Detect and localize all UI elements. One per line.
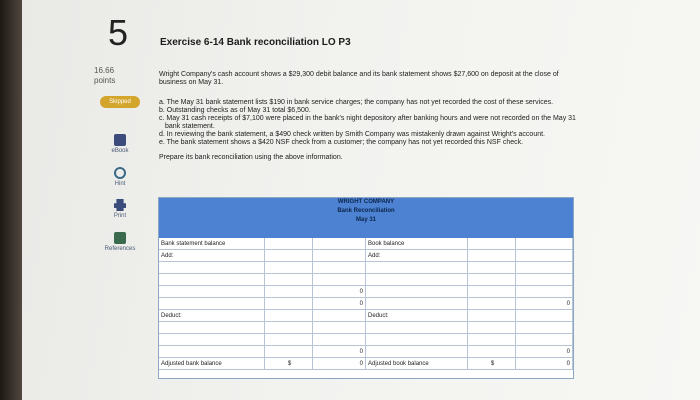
bank-add-row-2-total[interactable] bbox=[313, 274, 366, 286]
bank-add-row-2[interactable] bbox=[159, 274, 265, 286]
book-deduct-row-1-amount[interactable] bbox=[468, 322, 516, 334]
book-add-row-2-total[interactable] bbox=[516, 274, 573, 286]
adjusted-book-dollar: $ bbox=[468, 358, 516, 370]
book-deduct-row-2-amount[interactable] bbox=[468, 334, 516, 346]
bank-deduct-row-2-amount[interactable] bbox=[265, 334, 313, 346]
book-deduct-row-3[interactable] bbox=[366, 346, 468, 358]
tool-ebook[interactable] bbox=[96, 134, 144, 154]
bank-add-label: Add: bbox=[159, 250, 265, 262]
book-balance-label: Book balance bbox=[366, 238, 468, 250]
bank-add-zero-2: 0 bbox=[313, 298, 366, 310]
bank-balance-amount[interactable] bbox=[265, 238, 313, 250]
item-d: d. In reviewing the bank statement, a $490 check written by Smith Company was mistakenly drawn against Wright's account. bbox=[159, 131, 546, 138]
status-badge: Skipped bbox=[100, 96, 140, 108]
tool-print-label: Print bbox=[113, 213, 127, 219]
intro-line-2: business on May 31. bbox=[159, 79, 224, 86]
book-deduct-row-2-total[interactable] bbox=[516, 334, 573, 346]
question-number: 5 bbox=[108, 12, 129, 53]
bank-add-zero-1: 0 bbox=[313, 286, 366, 298]
bank-add-row-1-total[interactable] bbox=[313, 262, 366, 274]
bank-add-subtotal[interactable] bbox=[159, 298, 265, 310]
bank-reconciliation-table bbox=[158, 197, 574, 379]
tool-hint-label: Hint bbox=[114, 181, 126, 187]
bank-balance-label: Bank statement balance bbox=[159, 238, 265, 250]
bank-deduct-row-1[interactable] bbox=[159, 322, 265, 334]
book-add-row-1[interactable] bbox=[366, 262, 468, 274]
tool-hint[interactable] bbox=[96, 167, 144, 187]
bank-add-row-2-amount[interactable] bbox=[265, 274, 313, 286]
book-add-subtotal[interactable] bbox=[366, 298, 468, 310]
tool-references-label: References bbox=[104, 246, 136, 252]
hint-icon bbox=[114, 167, 126, 179]
bank-deduct-row-1-total[interactable] bbox=[313, 322, 366, 334]
prompt-text: Prepare its bank reconciliation using the above information. bbox=[159, 154, 343, 161]
item-c: c. May 31 cash receipts of $7,100 were placed in the bank's night depository after banking hours and were not recorded on the May 31 bbox=[159, 115, 576, 122]
tool-ebook-label: eBook bbox=[111, 148, 129, 154]
book-add-row-2[interactable] bbox=[366, 274, 468, 286]
bank-deduct-row-2-total[interactable] bbox=[313, 334, 366, 346]
tool-references[interactable] bbox=[96, 232, 144, 252]
item-e: e. The bank statement shows a $420 NSF check from a customer; the company has not yet recorded this NSF check. bbox=[159, 139, 524, 146]
bank-add-total[interactable] bbox=[313, 250, 366, 262]
bank-deduct-row-3[interactable] bbox=[159, 346, 265, 358]
table-header bbox=[159, 198, 573, 238]
book-add-row-3-amount[interactable] bbox=[468, 286, 516, 298]
bank-deduct-zero: 0 bbox=[313, 346, 366, 358]
book-add-cell[interactable] bbox=[468, 250, 516, 262]
bank-deduct-total[interactable] bbox=[313, 310, 366, 322]
book-add-zero: 0 bbox=[516, 298, 573, 310]
book-deduct-amount[interactable] bbox=[468, 310, 516, 322]
print-icon bbox=[114, 199, 126, 211]
adjusted-book-zero: 0 bbox=[516, 358, 573, 370]
book-deduct-row-3-amount[interactable] bbox=[468, 346, 516, 358]
book-add-row-3-total[interactable] bbox=[516, 286, 573, 298]
bank-deduct-row-2[interactable] bbox=[159, 334, 265, 346]
adjusted-book-label: Adjusted book balance bbox=[366, 358, 468, 370]
ebook-icon bbox=[114, 134, 126, 146]
book-deduct-row-1-total[interactable] bbox=[516, 322, 573, 334]
book-balance-total[interactable] bbox=[516, 238, 573, 250]
screen bbox=[22, 0, 700, 400]
book-deduct-label: Deduct: bbox=[366, 310, 468, 322]
book-deduct-row-2[interactable] bbox=[366, 334, 468, 346]
tool-print[interactable] bbox=[96, 199, 144, 219]
company-name: WRIGHT COMPANY bbox=[337, 199, 395, 205]
bank-deduct-label: Deduct: bbox=[159, 310, 265, 322]
bank-add-subtotal-amount[interactable] bbox=[265, 298, 313, 310]
recon-date: May 31 bbox=[355, 217, 376, 223]
book-add-total[interactable] bbox=[516, 250, 573, 262]
book-deduct-total[interactable] bbox=[516, 310, 573, 322]
recon-title: Bank Reconciliation bbox=[337, 208, 395, 214]
left-frame-edge bbox=[0, 0, 22, 400]
bank-deduct-row-3-amount[interactable] bbox=[265, 346, 313, 358]
item-b: b. Outstanding checks as of May 31 total $6,500. bbox=[159, 107, 311, 114]
book-add-subtotal-amount[interactable] bbox=[468, 298, 516, 310]
bank-add-row-3[interactable] bbox=[159, 286, 265, 298]
book-add-row-1-total[interactable] bbox=[516, 262, 573, 274]
bank-add-row-3-amount[interactable] bbox=[265, 286, 313, 298]
book-add-row-3[interactable] bbox=[366, 286, 468, 298]
adjusted-bank-zero: 0 bbox=[313, 358, 366, 370]
exercise-title: Exercise 6-14 Bank reconciliation LO P3 bbox=[160, 37, 351, 48]
bank-add-row-1[interactable] bbox=[159, 262, 265, 274]
book-balance-amount[interactable] bbox=[468, 238, 516, 250]
book-add-row-2-amount[interactable] bbox=[468, 274, 516, 286]
bank-balance-total[interactable] bbox=[313, 238, 366, 250]
item-a: a. The May 31 bank statement lists $190 in bank service charges; the company has not yet recorded the cost of these services. bbox=[159, 99, 554, 106]
bank-deduct-row-1-amount[interactable] bbox=[265, 322, 313, 334]
bank-add-row-1-amount[interactable] bbox=[265, 262, 313, 274]
item-c-cont: bank statement. bbox=[165, 123, 215, 130]
bank-deduct-amount[interactable] bbox=[265, 310, 313, 322]
references-icon bbox=[114, 232, 126, 244]
points-label: 16.66 points bbox=[94, 66, 116, 85]
adjusted-bank-dollar: $ bbox=[265, 358, 313, 370]
adjusted-bank-label: Adjusted bank balance bbox=[159, 358, 265, 370]
book-deduct-zero: 0 bbox=[516, 346, 573, 358]
book-add-label: Add: bbox=[366, 250, 468, 262]
intro-line-1: Wright Company's cash account shows a $29,300 debit balance and its bank statement shows $27,600 on deposit at the close of bbox=[159, 71, 559, 78]
book-deduct-row-1[interactable] bbox=[366, 322, 468, 334]
book-add-row-1-amount[interactable] bbox=[468, 262, 516, 274]
bank-add-cell[interactable] bbox=[265, 250, 313, 262]
